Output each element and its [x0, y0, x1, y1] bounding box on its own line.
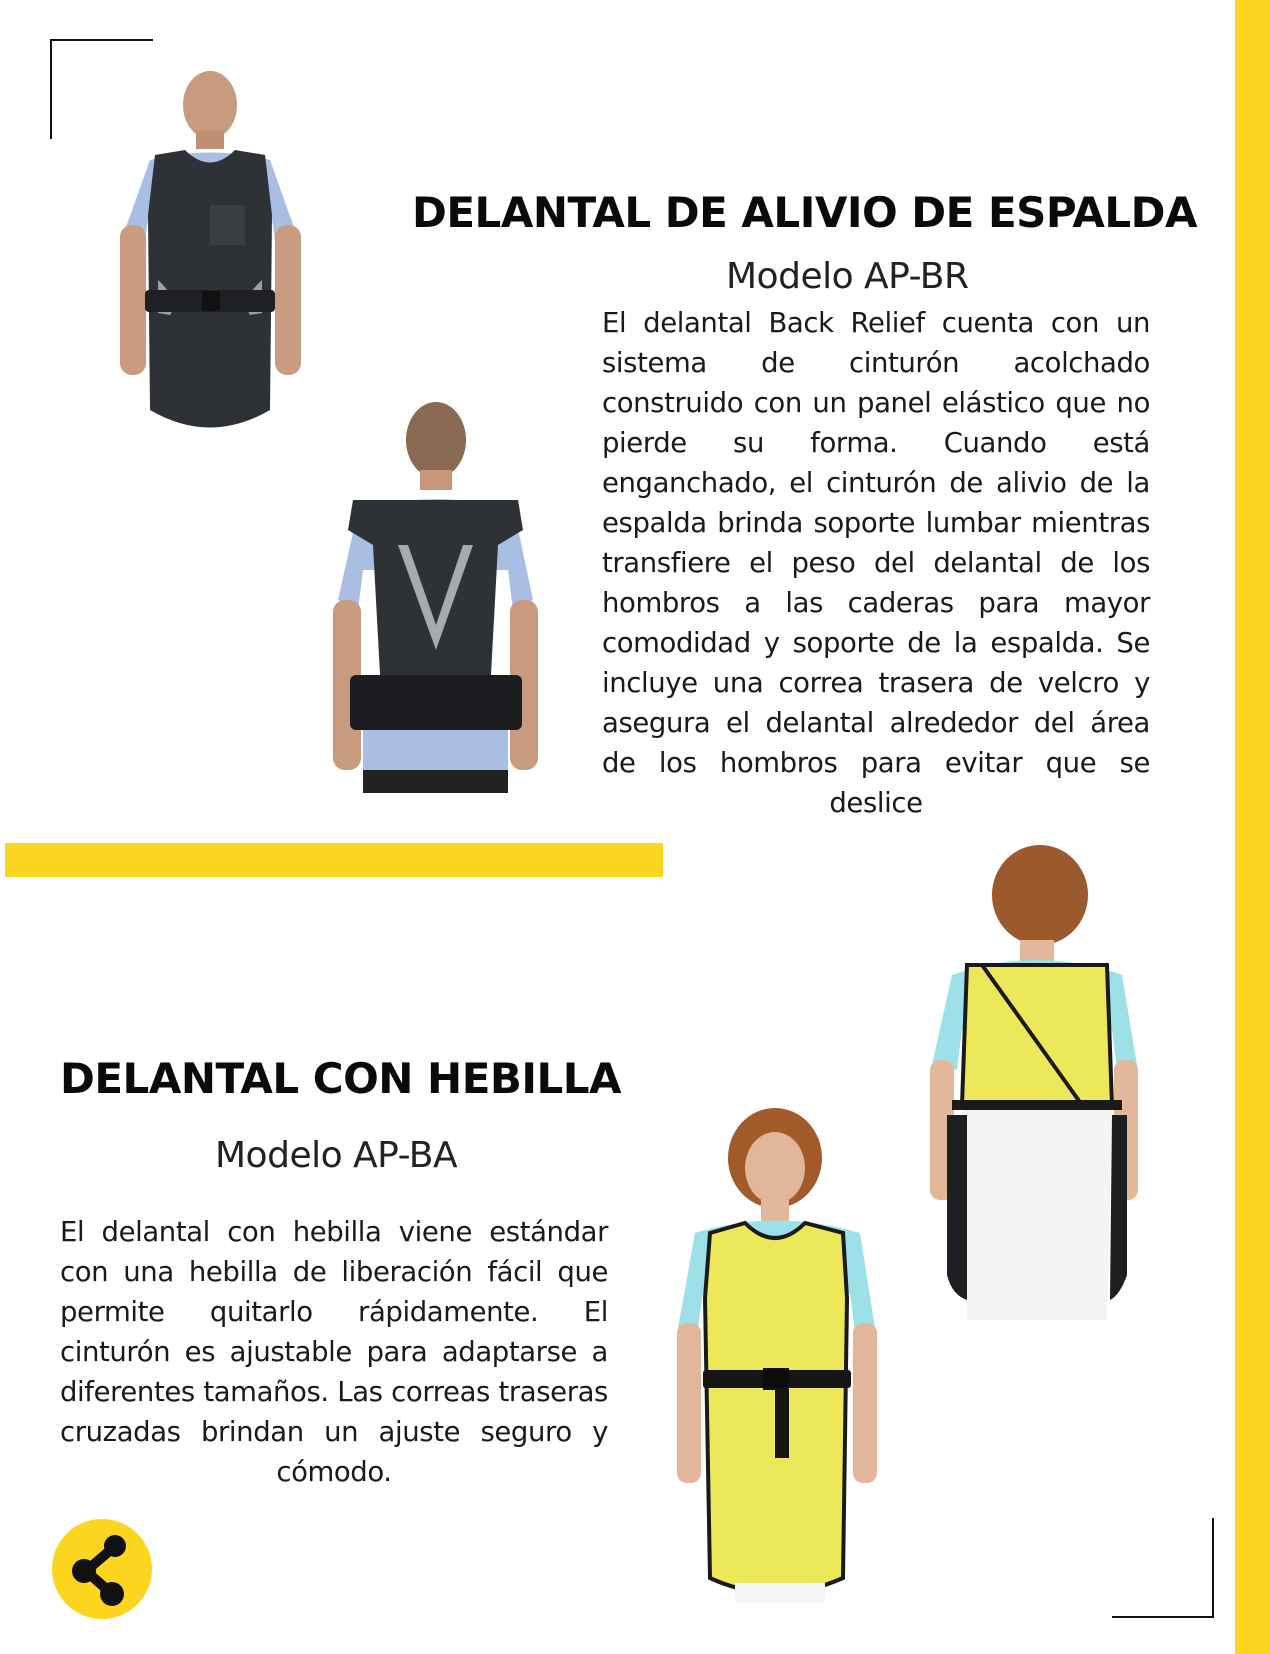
accent-bar-divider [5, 843, 663, 877]
accent-bar-right [1235, 0, 1270, 1654]
section2-model: Modelo AP-BA [215, 1135, 458, 1176]
photo-back-relief-back [328, 400, 543, 793]
photo-buckle-apron-back [922, 845, 1142, 1320]
corner-frame-top-left [50, 39, 153, 41]
corner-frame-bottom-right [1112, 1616, 1214, 1618]
section1-description: El delantal Back Relief cuenta con un sistema de cinturón acolchado construido con un panel elástico que no pierde su forma. Cuando está enganchado, el cinturón de alivio de la espalda brinda soporte lumbar mientras transfiere el peso del delantal de los hombros a las caderas para mayor comodidad y soporte de la espalda. Se incluye una correa trasera de velcro y asegura el delantal alrededor del área de los hombros para evitar que se deslice [602, 307, 1150, 819]
corner-frame-top-left-vertical [50, 39, 52, 139]
section1-model: Modelo AP-BR [726, 256, 969, 297]
photo-back-relief-front [110, 65, 310, 455]
section2-title: DELANTAL CON HEBILLA [60, 1054, 622, 1103]
photo-buckle-apron-front [675, 1108, 885, 1603]
section2-description: El delantal con hebilla viene estándar con una hebilla de liberación fácil que permite quitarlo rápidamente. El cinturón es ajustable para adaptarse a diferentes tamaños. Las correas traseras cruzadas brindan un ajuste seguro y cómodo. [60, 1216, 608, 1488]
corner-frame-bottom-right-vertical [1212, 1518, 1214, 1618]
section1-title: DELANTAL DE ALIVIO DE ESPALDA [412, 188, 1197, 237]
share-icon [52, 1519, 152, 1619]
logo [52, 1519, 152, 1619]
